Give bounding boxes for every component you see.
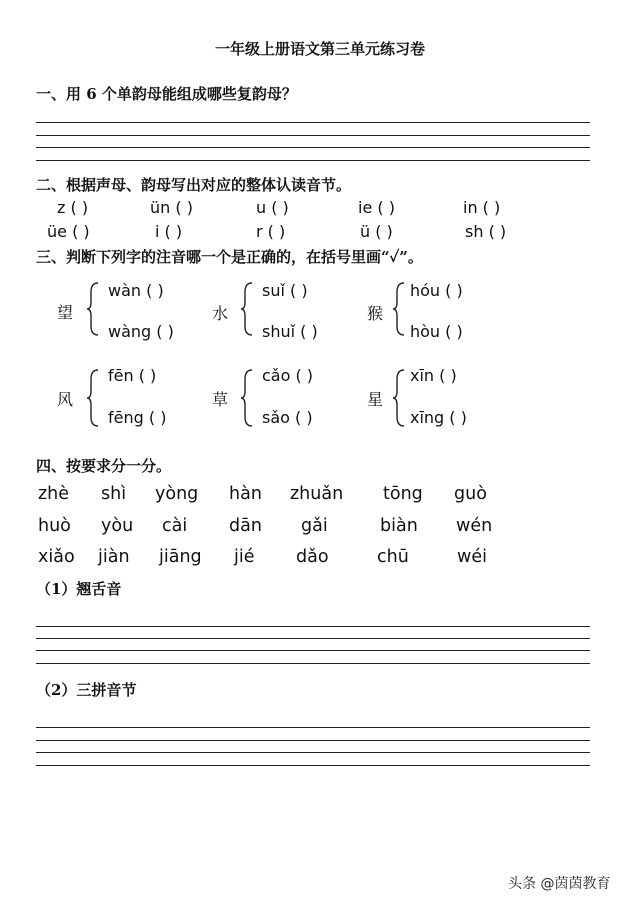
question-2-label: 二、根据声母、韵母写出对应的整体认读音节。 [36,176,352,194]
pinyin-word: cài [162,516,188,536]
answer-line [36,727,590,728]
q2-item: sh ( ) [465,222,507,241]
q3-option: xīng ( ) [410,408,467,427]
q2-item: i ( ) [155,222,183,241]
answer-line [36,765,590,766]
pinyin-word: wén [456,516,493,536]
pinyin-word: gǎi [301,516,328,536]
answer-line [36,160,590,161]
q3-option: hòu ( ) [410,322,463,341]
pinyin-word: yòng [155,484,199,504]
q3-option: fēn ( ) [108,366,157,385]
brace [392,282,406,336]
sub-question-1-label: （1）翘舌音 [36,580,122,598]
q3-character: 望 [57,303,74,322]
brace [86,369,100,427]
pinyin-word: dān [229,516,262,536]
q2-item: in ( ) [463,198,501,217]
pinyin-word: shì [101,484,127,504]
q3-option: xīn ( ) [410,366,457,385]
q2-item: z ( ) [57,198,89,217]
q3-character: 草 [212,390,229,409]
answer-line [36,135,590,136]
pinyin-word: guò [454,484,487,504]
pinyin-word: biàn [380,516,418,536]
q3-option: fēng ( ) [108,408,167,427]
page-title: 一年级上册语文第三单元练习卷 [214,40,425,58]
q3-option: suǐ ( ) [262,281,308,300]
answer-line [36,626,590,627]
pinyin-word: chū [377,547,409,567]
brace [392,369,406,427]
pinyin-word: zhè [38,484,70,504]
pinyin-word: hàn [229,484,262,504]
q3-character: 星 [367,390,384,409]
answer-line [36,752,590,753]
question-1-label: 一、用 6 个单韵母能组成哪些复韵母？ [36,85,297,103]
q2-item: üe ( ) [47,222,90,241]
pinyin-word: huò [38,516,71,536]
pinyin-word: wéi [457,547,487,567]
q3-option: wàn ( ) [108,281,164,300]
q3-character: 猴 [367,304,384,323]
pinyin-word: tōng [383,484,423,504]
q3-option: shuǐ ( ) [262,322,318,341]
brace [86,282,100,336]
brace [240,369,254,427]
q3-option: wàng ( ) [108,322,174,341]
question-4-label: 四、按要求分一分。 [36,457,172,475]
answer-line [36,650,590,651]
pinyin-word: jiàn [98,547,130,567]
q2-item: ü ( ) [360,222,393,241]
q3-option: hóu ( ) [410,281,463,300]
q3-character: 风 [57,390,74,409]
sub-question-2-label: （2）三拼音节 [36,681,137,699]
q3-option: cǎo ( ) [262,366,314,385]
answer-line [36,638,590,639]
answer-line [36,663,590,664]
q2-item: u ( ) [256,198,289,217]
pinyin-word: jiāng [159,547,202,567]
q3-character: 水 [212,304,229,323]
answer-line [36,147,590,148]
answer-line [36,122,590,123]
question-3-label: 三、判断下列字的注音哪一个是正确的，在括号里画“✓”。 [36,248,423,266]
q3-option: sǎo ( ) [262,408,313,427]
pinyin-word: yòu [101,516,134,536]
watermark: 头条 @茵茵教育 [508,876,611,892]
q2-item: ün ( ) [150,198,193,217]
pinyin-word: xiǎo [38,547,75,567]
pinyin-word: jié [234,547,255,567]
pinyin-word: dǎo [296,547,329,567]
answer-line [36,740,590,741]
pinyin-word: zhuǎn [290,484,344,504]
brace [240,282,254,336]
q2-item: r ( ) [256,222,286,241]
q2-item: ie ( ) [358,198,395,217]
